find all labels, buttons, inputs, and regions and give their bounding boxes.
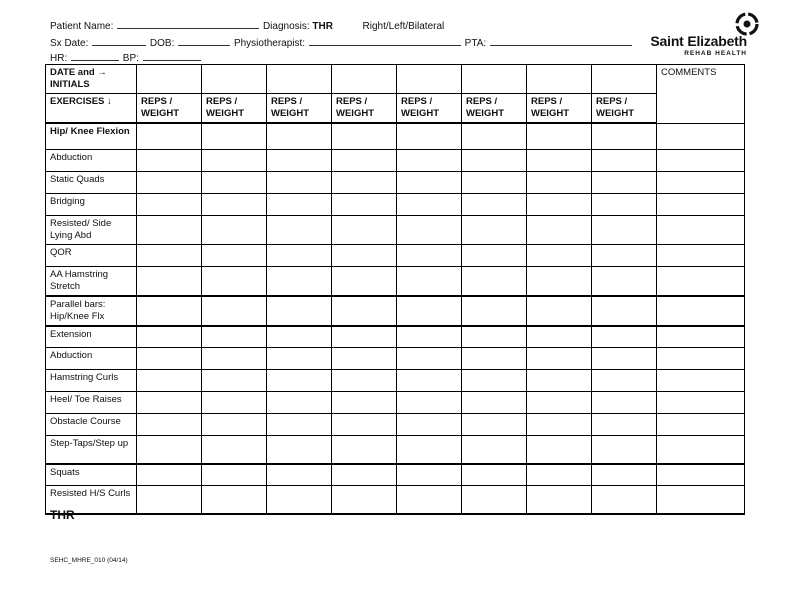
reps-weight-cell[interactable] <box>592 370 657 392</box>
comments-cell[interactable] <box>657 266 745 296</box>
exercise-row <box>46 414 745 436</box>
reps-weight-cell[interactable] <box>137 149 202 171</box>
reps-weight-cell[interactable] <box>267 266 332 296</box>
reps-weight-cell[interactable] <box>267 193 332 215</box>
exercise-row <box>46 193 745 215</box>
reps-weight-cell[interactable] <box>397 244 462 266</box>
reps-weight-cell[interactable] <box>267 370 332 392</box>
reps-weight-cell[interactable] <box>332 244 397 266</box>
reps-weight-cell[interactable] <box>137 486 202 514</box>
exercise-name: QOR <box>46 244 137 266</box>
reps-weight-cell[interactable] <box>462 348 527 370</box>
reps-weight-cell[interactable] <box>527 486 592 514</box>
reps-weight-cell[interactable] <box>202 149 267 171</box>
reps-weight-cell[interactable] <box>592 414 657 436</box>
reps-weight-cell[interactable] <box>527 370 592 392</box>
reps-weight-cell[interactable] <box>592 123 657 149</box>
reps-weight-cell[interactable] <box>267 348 332 370</box>
comments-cell[interactable] <box>657 370 745 392</box>
comments-cell[interactable] <box>657 215 745 244</box>
date-initials-cell[interactable] <box>267 65 332 94</box>
patient-name-field[interactable] <box>117 19 259 29</box>
exercises-header: EXERCISES ↓ <box>46 94 137 124</box>
reps-weight-cell[interactable] <box>397 296 462 326</box>
reps-weight-cell[interactable] <box>397 123 462 149</box>
reps-weight-cell[interactable] <box>397 464 462 486</box>
exercise-row <box>46 244 745 266</box>
comments-cell[interactable] <box>657 296 745 326</box>
reps-weight-header: REPS / WEIGHT <box>137 94 202 124</box>
reps-weight-cell[interactable] <box>592 326 657 348</box>
diagnosis-label: Diagnosis: <box>262 21 310 32</box>
comments-cell[interactable] <box>657 414 745 436</box>
reps-weight-cell[interactable] <box>527 414 592 436</box>
comments-cell[interactable] <box>657 193 745 215</box>
reps-weight-cell[interactable] <box>332 414 397 436</box>
reps-weight-cell[interactable] <box>202 436 267 464</box>
logo-name: Saint Elizabeth <box>650 33 747 49</box>
reps-weight-cell[interactable] <box>137 215 202 244</box>
exercise-name: Squats <box>46 464 137 486</box>
hr-field[interactable] <box>71 51 119 61</box>
reps-weight-cell[interactable] <box>332 486 397 514</box>
reps-weight-cell[interactable] <box>202 392 267 414</box>
dob-field[interactable] <box>178 36 230 46</box>
reps-weight-cell[interactable] <box>527 326 592 348</box>
header-line-1 <box>50 19 444 32</box>
reps-weight-cell[interactable] <box>527 193 592 215</box>
reps-weight-cell[interactable] <box>397 436 462 464</box>
reps-weight-cell[interactable] <box>397 266 462 296</box>
comments-cell[interactable] <box>657 149 745 171</box>
exercise-name: Static Quads <box>46 171 137 193</box>
reps-weight-cell[interactable] <box>202 326 267 348</box>
reps-weight-cell[interactable] <box>332 193 397 215</box>
exercise-name: Heel/ Toe Raises <box>46 392 137 414</box>
exercise-row <box>46 171 745 193</box>
reps-weight-cell[interactable] <box>137 171 202 193</box>
exercise-row <box>46 392 745 414</box>
exercise-name: Parallel bars: Hip/Knee Flx <box>46 296 137 326</box>
exercise-row <box>46 370 745 392</box>
logo-swirl-icon <box>735 12 759 36</box>
exercise-row <box>46 486 745 514</box>
exercise-name: AA Hamstring Stretch <box>46 266 137 296</box>
reps-weight-cell[interactable] <box>592 193 657 215</box>
reps-weight-cell[interactable] <box>267 436 332 464</box>
reps-weight-cell[interactable] <box>137 392 202 414</box>
reps-weight-header: REPS / WEIGHT <box>592 94 657 124</box>
exercise-name: Obstacle Course <box>46 414 137 436</box>
exercise-name: Extension <box>46 326 137 348</box>
reps-weight-cell[interactable] <box>202 370 267 392</box>
reps-weight-cell[interactable] <box>462 486 527 514</box>
reps-weight-cell[interactable] <box>202 123 267 149</box>
reps-weight-cell[interactable] <box>462 436 527 464</box>
exercise-name: Abduction <box>46 348 137 370</box>
exercise-name: Bridging <box>46 193 137 215</box>
reps-weight-cell[interactable] <box>137 464 202 486</box>
exercise-row <box>46 215 745 244</box>
reps-weight-cell[interactable] <box>202 215 267 244</box>
reps-weight-cell[interactable] <box>332 215 397 244</box>
reps-weight-cell[interactable] <box>267 149 332 171</box>
comments-cell[interactable] <box>657 123 745 149</box>
reps-weight-cell[interactable] <box>462 296 527 326</box>
exercise-row <box>46 326 745 348</box>
exercise-name: Step-Taps/Step up <box>46 436 137 464</box>
reps-weight-cell[interactable] <box>267 244 332 266</box>
exercise-name: Hamstring Curls <box>46 370 137 392</box>
reps-weight-cell[interactable] <box>592 266 657 296</box>
diagnosis-value: THR <box>312 21 333 32</box>
reps-weight-cell[interactable] <box>527 149 592 171</box>
reps-weight-cell[interactable] <box>592 215 657 244</box>
reps-weight-cell[interactable] <box>592 171 657 193</box>
reps-weight-cell[interactable] <box>137 123 202 149</box>
comments-cell[interactable] <box>657 464 745 486</box>
reps-weight-cell[interactable] <box>332 171 397 193</box>
exercise-name: Resisted/ Side Lying Abd <box>46 215 137 244</box>
reps-weight-cell[interactable] <box>462 326 527 348</box>
reps-weight-cell[interactable] <box>137 436 202 464</box>
patient-name-label: Patient Name: <box>50 21 114 32</box>
header-line-3 <box>50 51 202 64</box>
reps-weight-cell[interactable] <box>332 436 397 464</box>
reps-weight-cell[interactable] <box>332 392 397 414</box>
reps-weight-cell[interactable] <box>137 266 202 296</box>
date-initials-cell[interactable] <box>592 65 657 94</box>
physiotherapist-label: Physiotherapist: <box>233 38 306 49</box>
reps-weight-cell[interactable] <box>592 464 657 486</box>
reps-weight-header: REPS / WEIGHT <box>202 94 267 124</box>
date-initials-cell[interactable] <box>462 65 527 94</box>
sx-date-label: Sx Date: <box>50 38 89 49</box>
exercise-name: Resisted H/S Curls <box>46 486 137 514</box>
exercise-row <box>46 266 745 296</box>
reps-weight-cell[interactable] <box>527 392 592 414</box>
reps-weight-cell[interactable] <box>202 171 267 193</box>
physiotherapist-field[interactable] <box>309 36 461 46</box>
date-initials-label: DATE and → INITIALS <box>46 65 137 94</box>
reps-weight-cell[interactable] <box>462 266 527 296</box>
reps-weight-cell[interactable] <box>527 296 592 326</box>
reps-weight-cell[interactable] <box>462 370 527 392</box>
reps-weight-cell[interactable] <box>592 149 657 171</box>
reps-weight-cell[interactable] <box>267 326 332 348</box>
reps-weight-cell[interactable] <box>397 171 462 193</box>
reps-weight-header: REPS / WEIGHT <box>332 94 397 124</box>
reps-weight-cell[interactable] <box>462 123 527 149</box>
reps-weight-cell[interactable] <box>592 296 657 326</box>
reps-weight-cell[interactable] <box>202 193 267 215</box>
reps-weight-cell[interactable] <box>137 326 202 348</box>
pta-field[interactable] <box>490 36 632 46</box>
reps-weight-cell[interactable] <box>397 215 462 244</box>
reps-weight-cell[interactable] <box>462 392 527 414</box>
reps-weight-cell[interactable] <box>462 215 527 244</box>
reps-weight-cell[interactable] <box>397 414 462 436</box>
comments-cell[interactable] <box>657 244 745 266</box>
reps-weight-cell[interactable] <box>202 296 267 326</box>
reps-weight-cell[interactable] <box>462 464 527 486</box>
reps-weight-cell[interactable] <box>332 149 397 171</box>
reps-weight-cell[interactable] <box>137 370 202 392</box>
reps-weight-cell[interactable] <box>527 266 592 296</box>
form-code: SEHC_MHRE_010 (04/14) <box>50 557 128 564</box>
exercise-name: Abduction <box>46 149 137 171</box>
reps-weight-cell[interactable] <box>137 296 202 326</box>
reps-weight-cell[interactable] <box>527 348 592 370</box>
side-options[interactable]: Right/Left/Bilateral <box>362 21 445 32</box>
reps-weight-cell[interactable] <box>397 326 462 348</box>
reps-weight-cell[interactable] <box>527 123 592 149</box>
footer-title: THR <box>50 508 75 522</box>
date-initials-cell[interactable] <box>397 65 462 94</box>
reps-weight-header: REPS / WEIGHT <box>527 94 592 124</box>
date-initials-row <box>46 65 745 94</box>
exercise-name: Hip/ Knee Flexion <box>46 123 137 149</box>
reps-weight-cell[interactable] <box>397 149 462 171</box>
comments-cell[interactable] <box>657 348 745 370</box>
reps-weight-cell[interactable] <box>527 171 592 193</box>
date-initials-cell[interactable] <box>332 65 397 94</box>
reps-weight-cell[interactable] <box>202 464 267 486</box>
reps-weight-cell[interactable] <box>267 414 332 436</box>
reps-weight-cell[interactable] <box>137 193 202 215</box>
exercise-row <box>46 464 745 486</box>
date-initials-cell[interactable] <box>527 65 592 94</box>
reps-weight-cell[interactable] <box>462 414 527 436</box>
header-line-2 <box>50 36 633 49</box>
reps-weight-cell[interactable] <box>592 348 657 370</box>
logo-subtitle: REHAB HEALTH <box>684 50 747 57</box>
reps-weight-cell[interactable] <box>267 296 332 326</box>
comments-header: COMMENTS <box>657 65 745 124</box>
reps-weight-cell[interactable] <box>267 464 332 486</box>
dob-label: DOB: <box>149 38 175 49</box>
reps-weight-cell[interactable] <box>592 244 657 266</box>
comments-cell[interactable] <box>657 486 745 514</box>
reps-weight-cell[interactable] <box>137 244 202 266</box>
reps-weight-cell[interactable] <box>592 436 657 464</box>
reps-weight-cell[interactable] <box>332 370 397 392</box>
bp-field[interactable] <box>143 51 201 61</box>
saint-elizabeth-logo <box>650 12 747 57</box>
reps-weight-header: REPS / WEIGHT <box>462 94 527 124</box>
bp-label: BP: <box>122 53 139 64</box>
reps-weight-cell[interactable] <box>332 266 397 296</box>
comments-cell[interactable] <box>657 171 745 193</box>
reps-weight-cell[interactable] <box>397 392 462 414</box>
reps-weight-cell[interactable] <box>397 370 462 392</box>
reps-weight-cell[interactable] <box>267 123 332 149</box>
reps-weight-header: REPS / WEIGHT <box>397 94 462 124</box>
hr-label: HR: <box>50 53 68 64</box>
pta-label: PTA: <box>464 38 487 49</box>
reps-weight-cell[interactable] <box>267 486 332 514</box>
column-header-row <box>46 94 745 124</box>
reps-weight-cell[interactable] <box>267 392 332 414</box>
reps-weight-cell[interactable] <box>527 244 592 266</box>
reps-weight-cell[interactable] <box>202 348 267 370</box>
comments-cell[interactable] <box>657 326 745 348</box>
reps-weight-cell[interactable] <box>462 149 527 171</box>
exercise-row <box>46 296 745 326</box>
reps-weight-cell[interactable] <box>462 244 527 266</box>
reps-weight-cell[interactable] <box>332 348 397 370</box>
exercise-row <box>46 149 745 171</box>
reps-weight-header: REPS / WEIGHT <box>267 94 332 124</box>
reps-weight-cell[interactable] <box>267 215 332 244</box>
reps-weight-cell[interactable] <box>332 464 397 486</box>
reps-weight-cell[interactable] <box>397 486 462 514</box>
exercise-row <box>46 436 745 464</box>
comments-cell[interactable] <box>657 392 745 414</box>
reps-weight-cell[interactable] <box>202 244 267 266</box>
reps-weight-cell[interactable] <box>462 193 527 215</box>
reps-weight-cell[interactable] <box>137 414 202 436</box>
exercise-row <box>46 348 745 370</box>
reps-weight-cell[interactable] <box>202 266 267 296</box>
date-initials-cell[interactable] <box>202 65 267 94</box>
reps-weight-cell[interactable] <box>527 464 592 486</box>
reps-weight-cell[interactable] <box>202 486 267 514</box>
comments-cell[interactable] <box>657 436 745 464</box>
reps-weight-cell[interactable] <box>592 392 657 414</box>
reps-weight-cell[interactable] <box>267 171 332 193</box>
reps-weight-cell[interactable] <box>332 296 397 326</box>
reps-weight-cell[interactable] <box>137 348 202 370</box>
exercise-table <box>45 64 745 515</box>
reps-weight-cell[interactable] <box>332 123 397 149</box>
reps-weight-cell[interactable] <box>527 436 592 464</box>
reps-weight-cell[interactable] <box>397 348 462 370</box>
date-initials-cell[interactable] <box>137 65 202 94</box>
reps-weight-cell[interactable] <box>462 171 527 193</box>
reps-weight-cell[interactable] <box>332 326 397 348</box>
reps-weight-cell[interactable] <box>397 193 462 215</box>
reps-weight-cell[interactable] <box>527 215 592 244</box>
sx-date-field[interactable] <box>92 36 146 46</box>
reps-weight-cell[interactable] <box>592 486 657 514</box>
exercise-row <box>46 123 745 149</box>
reps-weight-cell[interactable] <box>202 414 267 436</box>
